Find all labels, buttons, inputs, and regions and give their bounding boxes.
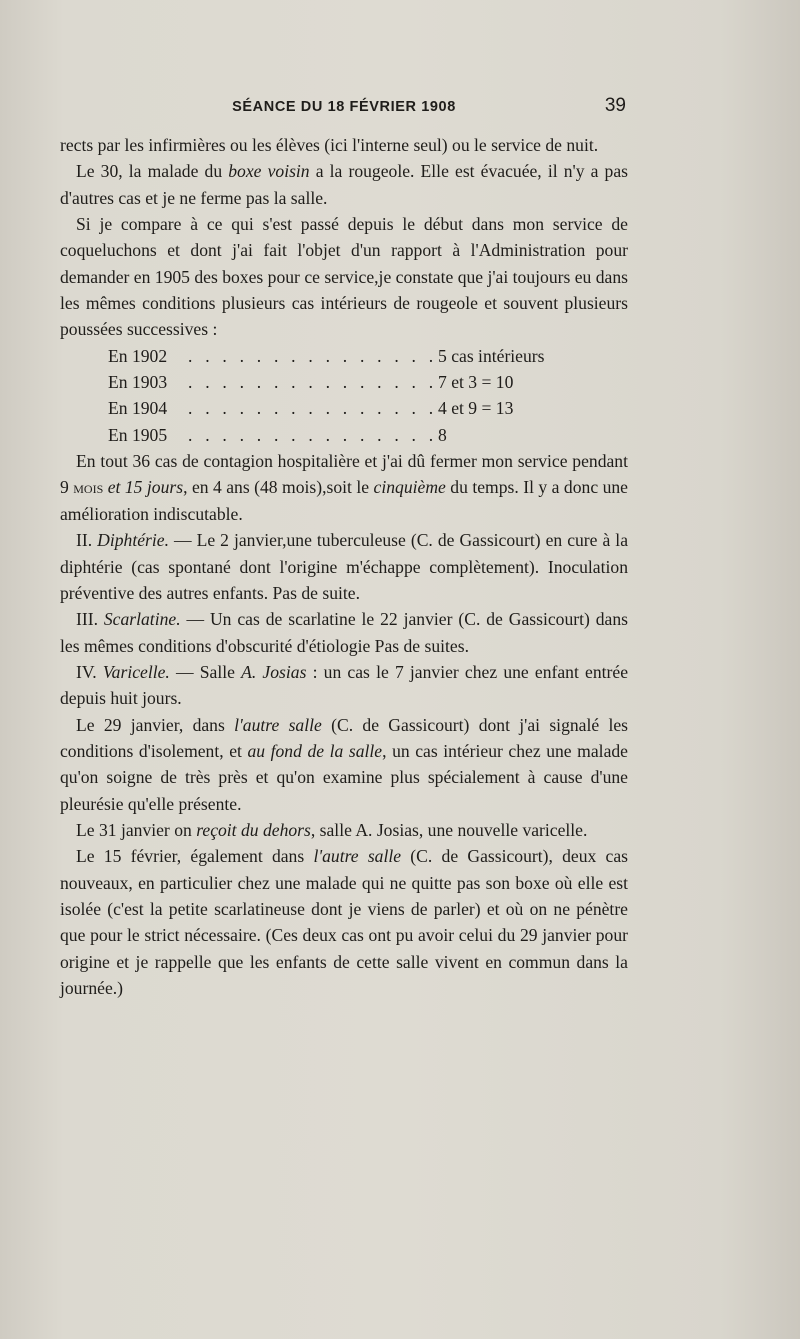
table-row xyxy=(60,422,628,448)
paragraph-3: Si je compare à ce qui s'est passé depuis le début dans mon service de coqueluchons et dont j'ai fait l'objet d'un rapport à l'Administration pour demander en 1905 des boxes pour ce service,je constate que j'ai toujours eu dans les mêmes conditions plusieurs cas intérieurs de rougeole et souvent plusieurs poussées successives : xyxy=(60,214,628,340)
table-year: En 1905 xyxy=(108,424,168,445)
italic-run: boxe voisin xyxy=(228,161,310,182)
italic-run: l'autre salle xyxy=(313,846,402,867)
italic-run: et 15 jours xyxy=(107,477,184,498)
table-leader: . . . . . . . . . . . . . . . xyxy=(188,398,438,419)
section-heading: Scarlatine. xyxy=(103,609,181,630)
header-title: SÉANCE DU 18 FÉVRIER 1908 xyxy=(232,99,456,115)
table-value: 5 cas intérieurs xyxy=(438,345,545,366)
paragraph-8 xyxy=(60,712,628,817)
table-value: 7 et 3 = 10 xyxy=(438,372,514,393)
table-year: En 1904 xyxy=(108,398,168,419)
body-text xyxy=(60,132,628,1001)
paragraph-9 xyxy=(60,817,628,843)
section-heading: Varicelle. xyxy=(102,661,170,682)
paragraph-4 xyxy=(60,448,628,527)
paragraph-2 xyxy=(60,158,628,211)
text-run: Le 30, la malade du xyxy=(76,161,229,182)
text-run: : un cas le 7 janvier chez une enfant entrée depuis huit jours. xyxy=(60,661,629,709)
italic-run: l'autre salle xyxy=(234,714,322,735)
table-leader: . . . . . . . . . . . . . . . xyxy=(188,345,438,366)
section-number: III. xyxy=(76,609,104,630)
text-run: — Le 2 janvier,une tuberculeuse (C. de Gassicourt) en cure à la diphtérie (cas spontané dont l'origine m'échappe complètement). Inoculation préventive des autres enfants. Pas de suite. xyxy=(60,530,629,603)
running-header xyxy=(60,95,628,121)
paragraph-diphterie xyxy=(60,527,628,606)
table-row xyxy=(60,343,628,369)
text-run: du temps. Il y a donc une amélioration indiscutable. xyxy=(60,477,628,524)
text-run: , en 4 ans (48 mois),soit le xyxy=(183,477,374,498)
italic-run: reçoit du dehors xyxy=(196,819,311,840)
text-run: a la rougeole. Elle est évacuée, il n'y a pas d'autres cas et je ne ferme pas la salle. xyxy=(60,161,628,208)
italic-run: au fond de la salle xyxy=(247,740,383,761)
table-year: En 1902 xyxy=(108,345,168,366)
section-number: IV. xyxy=(76,661,103,682)
table-row xyxy=(60,395,628,421)
section-heading: Diphtérie. xyxy=(97,530,169,551)
table-leader: . . . . . . . . . . . . . . . xyxy=(188,372,438,393)
paragraph-1: rects par les infirmières ou les élèves (ici l'interne seul) ou le service de nuit. xyxy=(60,135,599,155)
table-year: En 1903 xyxy=(108,372,168,393)
smallcaps-run: mois xyxy=(73,477,104,498)
text-run: En tout 36 cas de contagion hospitalière et j'ai dû fermer mon service pendant 9 xyxy=(60,451,628,498)
italic-run: A. Josias xyxy=(241,661,307,682)
table-value: 4 et 9 = 13 xyxy=(438,398,514,419)
text-run: — Salle xyxy=(169,661,242,682)
italic-run: cinquième xyxy=(373,477,446,498)
paragraph-10 xyxy=(60,843,628,1001)
text-run: , un cas intérieur chez une malade qu'on soigne de très près et qu'on examine plus spécialement à cause d'une pleurésie qu'elle présente. xyxy=(60,740,628,814)
text-run: — Un cas de scarlatine le 22 janvier (C. de Gassicourt) dans les mêmes conditions d'obscurité d'étiologie Pas de suites. xyxy=(60,609,628,656)
table-leader: . . . . . . . . . . . . . . . xyxy=(188,424,438,445)
text-run: Le 29 janvier, dans xyxy=(76,714,235,735)
text-run: (C. de Gassicourt) dont j'ai signalé les conditions d'isolement, et xyxy=(60,714,629,761)
table-value: 8 xyxy=(438,424,447,445)
table-row xyxy=(60,369,628,395)
text-run: (C. de Gassicourt), deux cas nouveaux, en particulier chez une malade qui ne quitte pas son boxe où elle est isolée (c'est la petite scarlatineuse dont je viens de parler) et où on ne pénètre que pour le strict nécessaire. (Ces deux cas ont pu avoir celui du 29 janvier pour origine et je rappelle que les enfants de cette salle vivent en commun dans la journée.) xyxy=(60,846,629,998)
cases-table xyxy=(60,343,628,448)
text-run: Le 15 février, également dans xyxy=(76,846,314,867)
section-number: II. xyxy=(76,530,98,551)
text-run: Le 31 janvier on xyxy=(76,819,197,840)
paragraph-varicelle xyxy=(60,659,628,712)
paragraph-scarlatine xyxy=(60,606,628,659)
page-number: 39 xyxy=(604,95,626,116)
text-run: , salle A. Josias, une nouvelle varicelle. xyxy=(310,819,588,840)
